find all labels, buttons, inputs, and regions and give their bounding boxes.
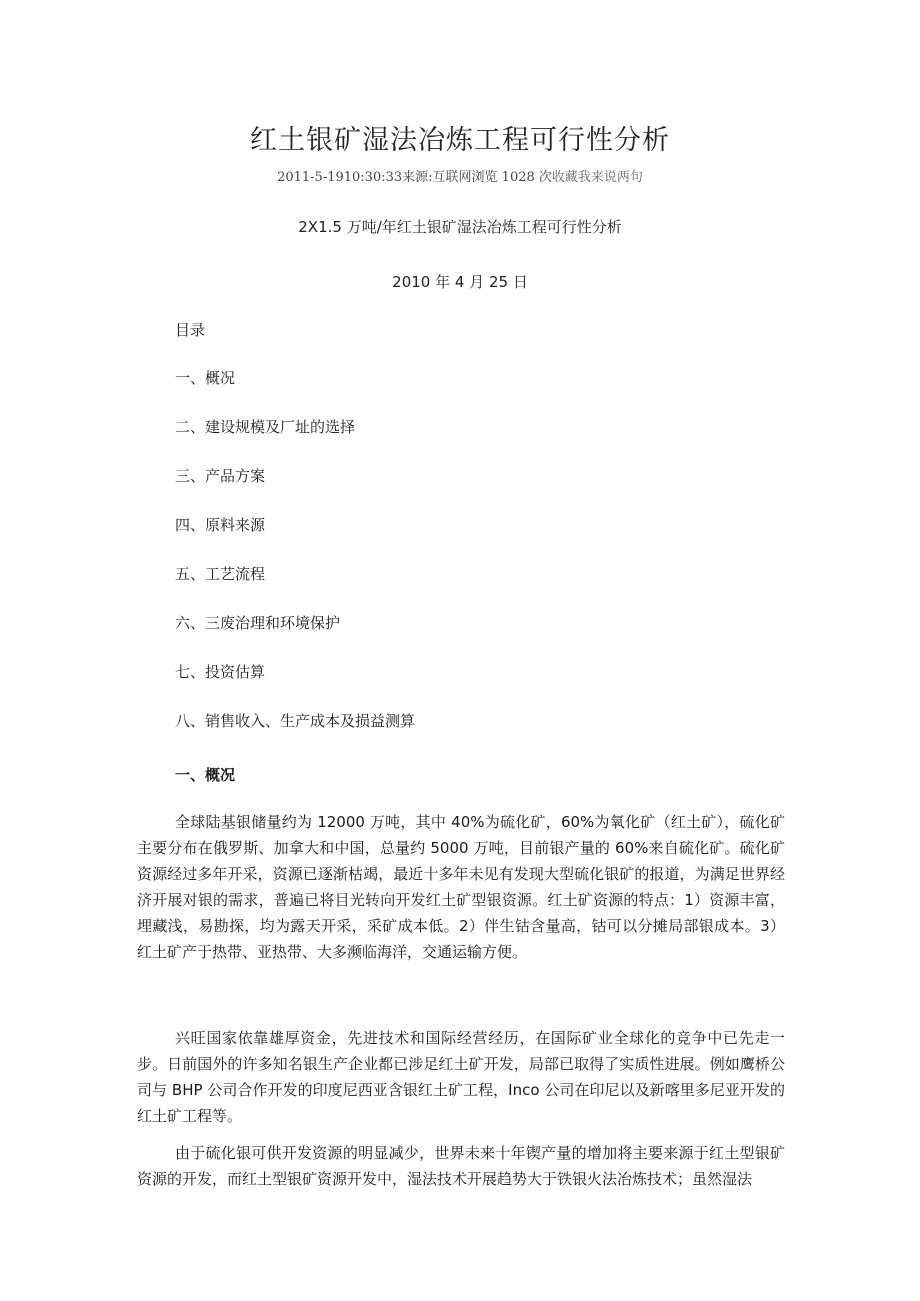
collect-comment-links[interactable]: 收藏我来说两句 xyxy=(551,170,643,185)
body-paragraph: 兴旺国家依靠雄厚资金，先进技术和国际经营经历，在国际矿业全球化的竞争中已先走一步。日前国外的许多知名银生产企业都已涉足红土矿开发，局部已取得了实质性进展。例如鹰桥公司与 BHP 公司合作开发的印度尼西亚含银红土矿工程，Inco 公司在印尼以及新喀里多尼亚开发的红土矿工程等。 xyxy=(137,1029,785,1125)
document-date: 2010 年 4 月 25 日 xyxy=(392,273,528,291)
section-heading: 一、概况 xyxy=(175,766,236,784)
view-count: 浏览 1028 次 xyxy=(471,170,552,185)
toc-item: 三、产品方案 xyxy=(175,467,266,485)
publish-datetime: 2011-5-1910:30:33 xyxy=(277,170,403,185)
source-label: 来源:互联网 xyxy=(402,170,472,185)
toc-item: 八、销售收入、生产成本及损益测算 xyxy=(175,712,416,730)
article-title: 红土银矿湿法冶炼工程可行性分析 xyxy=(250,125,670,156)
toc-item: 二、建设规模及厂址的选择 xyxy=(175,418,356,436)
toc-item: 五、工艺流程 xyxy=(175,565,266,583)
toc-heading: 目录 xyxy=(175,321,206,339)
body-paragraph: 由于硫化银可供开发资源的明显减少，世界未来十年锲产量的增加将主要来源于红土型银矿资源的开发，而红土型银矿资源开发中，湿法技术开展趋势大于铁银火法冶炼技术；虽然湿法 xyxy=(137,1144,785,1188)
table-of-contents xyxy=(175,368,415,760)
article-meta xyxy=(0,166,920,185)
toc-item: 一、概况 xyxy=(175,369,236,387)
toc-item: 六、三废治理和环境保护 xyxy=(175,614,341,632)
body-paragraph: 全球陆基银储量约为 12000 万吨，其中 40%为硫化矿，60%为氧化矿（红土矿），硫化矿主要分布在俄罗斯、加拿大和中国，总量约 5000 万吨，目前银产量的 60%来自硫化矿。硫化矿资源经过多年开采，资源已逐渐枯竭，最近十多年未见有发现大型硫化银矿的报道，为满足世界经济开展对银的需求，普遍已将目光转向开发红土矿型银资源。红土矿资源的特点：1）资源丰富，埋藏浅，易勘探，均为露天开采，采矿成本低。2）伴生钴含量高，钴可以分摊局部银成本。3）红土矿产于热带、亚热带、大多濒临海洋，交通运输方便。 xyxy=(137,813,785,961)
document-subtitle: 2X1.5 万吨/年红土银矿湿法冶炼工程可行性分析 xyxy=(298,218,622,236)
toc-item: 七、投资估算 xyxy=(175,663,266,681)
toc-item: 四、原料来源 xyxy=(175,516,266,534)
